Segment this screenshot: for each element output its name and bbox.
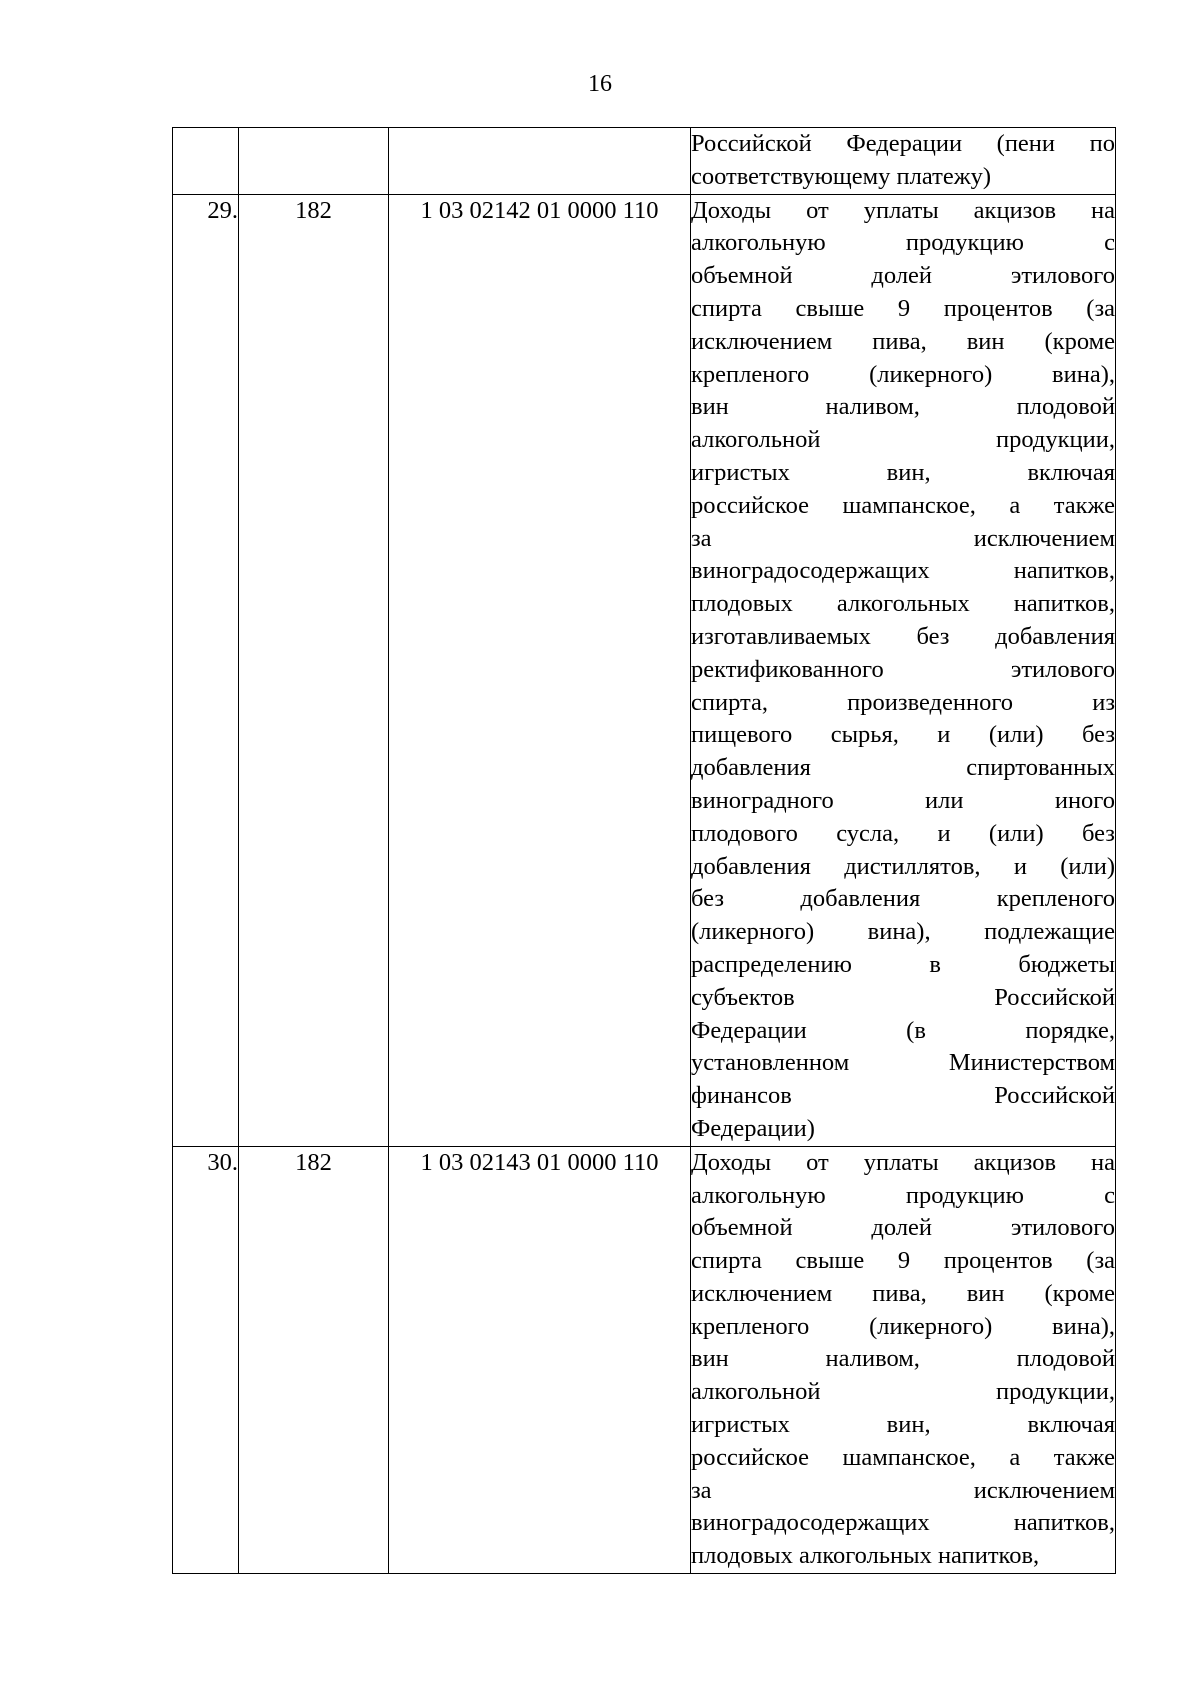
administrator-code-cell: 182 [239, 1146, 389, 1573]
description-line: крепленого (ликерного) вина), [691, 1312, 1115, 1340]
description-line: виноградосодержащих напитков, [691, 1509, 1115, 1537]
description-line: спирта свыше 9 процентов (за [691, 294, 1115, 322]
description-line: субъектов Российской [691, 983, 1115, 1011]
row-number-cell: 29. [173, 194, 239, 1146]
description-line: объемной долей этилового [691, 1214, 1115, 1242]
description-line: Доходы от уплаты акцизов на [691, 196, 1115, 224]
revenue-description-cell [691, 128, 1116, 195]
administrator-code-cell: 182 [239, 194, 389, 1146]
revenue-description-cell [691, 194, 1116, 1146]
description-line: вин наливом, плодовой [691, 393, 1115, 421]
description-line: спирта свыше 9 процентов (за [691, 1247, 1115, 1275]
revenue-description-cell [691, 1146, 1116, 1573]
description-line: изготавливаемых без добавления [691, 622, 1115, 650]
description-line: алкогольную продукцию с [691, 229, 1115, 257]
description-line: алкогольной продукции, [691, 1378, 1115, 1406]
revenue-classification-table [172, 127, 1116, 1574]
description-line: российское шампанское, а также [691, 491, 1115, 519]
description-line: без добавления крепленого [691, 885, 1115, 913]
description-line: игристых вин, включая [691, 458, 1115, 486]
description-line: Федерации (в порядке, [691, 1016, 1115, 1044]
row-number-cell [173, 128, 239, 195]
table-row [173, 128, 1116, 195]
description-line: соответствующему платежу) [691, 162, 992, 190]
description-line: спирта, произведенного из [691, 688, 1115, 716]
description-line: финансов Российской [691, 1082, 1115, 1110]
administrator-code-cell [239, 128, 389, 195]
description-line: (ликерного) вина), подлежащие [691, 918, 1115, 946]
description-line: плодовых алкогольных напитков, [691, 1542, 1040, 1570]
description-line: Российской Федерации (пени по [691, 130, 1115, 157]
budget-classification-code-cell [389, 128, 691, 195]
description-line: за исключением [691, 1476, 1115, 1504]
description-line: игристых вин, включая [691, 1411, 1115, 1439]
description-line: исключением пива, вин (кроме [691, 327, 1115, 355]
table-row [173, 194, 1116, 1146]
row-number-cell: 30. [173, 1146, 239, 1573]
description-line: алкогольной продукции, [691, 426, 1115, 454]
budget-classification-code-cell: 1 03 02143 01 0000 110 [389, 1146, 691, 1573]
description-line: вин наливом, плодовой [691, 1345, 1115, 1373]
table-row [173, 1146, 1116, 1573]
description-line: ректификованного этилового [691, 655, 1115, 683]
description-line: российское шампанское, а также [691, 1443, 1115, 1471]
description-line: добавления спиртованных [691, 754, 1115, 782]
description-line: Доходы от уплаты акцизов на [691, 1148, 1115, 1176]
description-line: за исключением [691, 524, 1115, 552]
description-line: объемной долей этилового [691, 262, 1115, 290]
description-line: виноградосодержащих напитков, [691, 557, 1115, 585]
description-line: распределению в бюджеты [691, 950, 1115, 978]
description-line: Федерации) [691, 1114, 815, 1142]
description-line: плодового сусла, и (или) без [691, 819, 1115, 847]
description-line: крепленого (ликерного) вина), [691, 360, 1115, 388]
description-line: плодовых алкогольных напитков, [691, 590, 1115, 618]
table-body [173, 128, 1116, 1574]
description-line: добавления дистиллятов, и (или) [691, 852, 1115, 880]
description-line: алкогольную продукцию с [691, 1181, 1115, 1209]
description-line: установленном Министерством [691, 1049, 1115, 1077]
description-line: исключением пива, вин (кроме [691, 1279, 1115, 1307]
description-line: пищевого сырья, и (или) без [691, 721, 1115, 749]
page-number: 16 [588, 71, 612, 97]
description-line: виноградного или иного [691, 786, 1115, 814]
budget-classification-code-cell: 1 03 02142 01 0000 110 [389, 194, 691, 1146]
